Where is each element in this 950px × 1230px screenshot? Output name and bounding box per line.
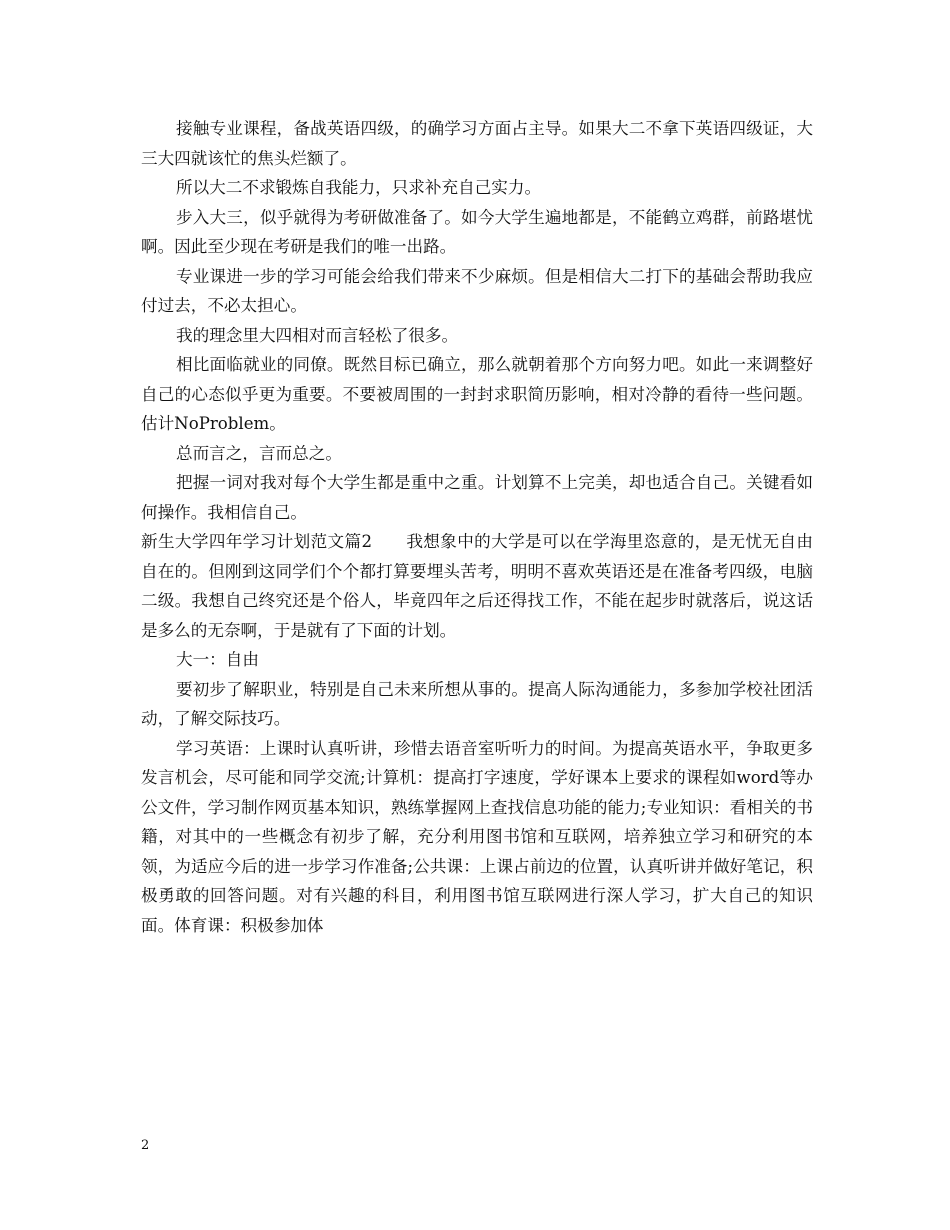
paragraph: 把握一词对我对每个大学生都是重中之重。计划算不上完美，却也适合自己。关键看如何操作。我相信自己。: [141, 473, 813, 522]
paragraph: 总而言之，言而总之。: [176, 443, 342, 463]
paragraph: 相比面临就业的同僚。既然目标已确立，那么就朝着那个方向努力吧。如此一来调整好自己的心态似乎更为重要。不要被周围的一封封求职简历影响，相对冷静的看待一些问题。估计NoProblem。: [141, 355, 813, 433]
paragraph: 要初步了解职业，特别是自己未来所想从事的。提高人际沟通能力，多参加学校社团活动，了解交际技巧。: [141, 679, 813, 728]
section-heading-paragraph: 新生大学四年学习计划范文篇2 我想象中的大学是可以在学海里恣意的，是无忧无自由自在的。但刚到这同学们个个都打算要埋头苦考，明明不喜欢英语还是在准备考四级，电脑二级。我想自己终究还是个俗人，毕竟四年之后还得找工作，不能在起步时就落后，说这话是多么的无奈啊，于是就有了下面的计划。: [141, 532, 813, 640]
paragraph: 专业课进一步的学习可能会给我们带来不少麻烦。但是相信大二打下的基础会帮助我应付过去，不必太担心。: [141, 266, 813, 315]
paragraph: 我的理念里大四相对而言轻松了很多。: [176, 325, 459, 345]
paragraph: 学习英语：上课时认真听讲，珍惜去语音室听听力的时间。为提高英语水平，争取更多发言机会，尽可能和同学交流;计算机：提高打字速度，学好课本上要求的课程如word等办公文件，学习制作网页基本知识，熟练掌握网上查找信息功能的能力;专业知识：看相关的书籍，对其中的一些概念有初步了解，充分利用图书馆和互联网，培养独立学习和研究的本领，为适应今后的进一步学习作准备;公共课：上课占前边的位置，认真听讲并做好笔记，积极勇敢的回答问题。对有兴趣的科目，利用图书馆互联网进行深人学习，扩大自己的知识面。体育课：积极参加体: [141, 738, 813, 935]
paragraph: 步入大三，似乎就得为考研做准备了。如今大学生遍地都是，不能鹤立鸡群，前路堪忧啊。因此至少现在考研是我们的唯一出路。: [141, 207, 813, 256]
paragraph: 所以大二不求锻炼自我能力，只求补充自己实力。: [176, 178, 542, 197]
paragraph: 接触专业课程，备战英语四级，的确学习方面占主导。如果大二不拿下英语四级证，大三大四就该忙的焦头烂额了。: [141, 119, 813, 168]
document-body: [141, 114, 813, 940]
paragraph: 大一：自由: [176, 650, 259, 669]
page-number: 2: [141, 1138, 150, 1153]
